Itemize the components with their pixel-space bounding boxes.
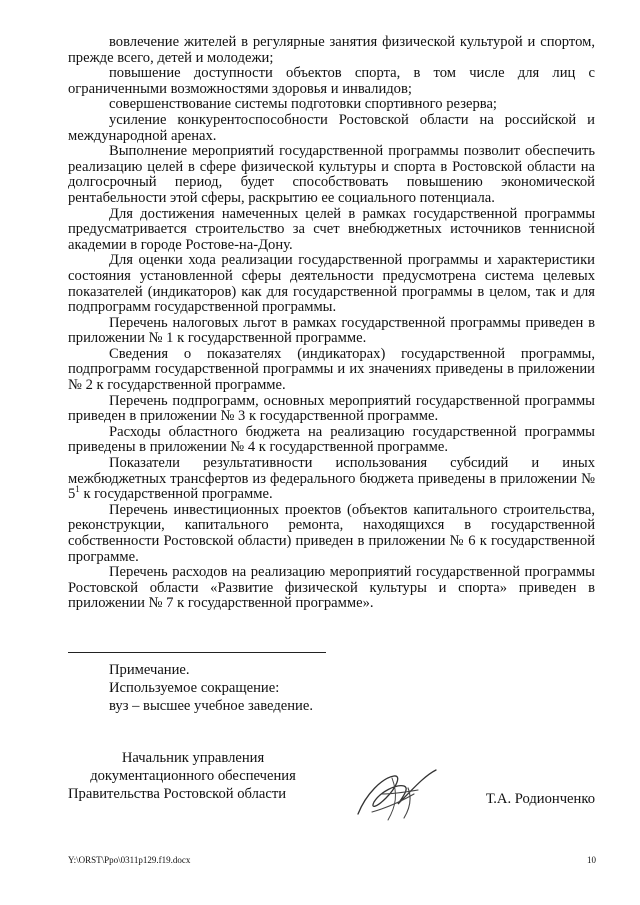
position-line: Правительства Ростовской области bbox=[68, 786, 287, 802]
paragraph-text-tail: к государственной программе. bbox=[79, 486, 273, 503]
paragraph: Сведения о показателях (индикаторах) государственной программы, подпрограмм государственной программы и их значениях приведены в приложении № 2 к государственной программе. bbox=[68, 345, 595, 394]
paragraph: Перечень расходов на реализацию мероприятий государственной программы Ростовской области «Развитие физической культуры и спорта» приведен в приложении № 7 к государственной программе». bbox=[68, 564, 595, 612]
paragraph: повышение доступности объектов спорта, в том числе для лиц с ограниченными возможностями здоровья и инвалидов; bbox=[68, 65, 595, 97]
paragraph: Перечень подпрограмм, основных мероприятий государственной программы приведен в приложении № 3 к государственной программе. bbox=[68, 392, 595, 425]
footnote-separator bbox=[68, 652, 326, 653]
paragraph: усиление конкурентоспособности Ростовской области на российской и международной аренах. bbox=[68, 111, 595, 144]
paragraph-text: Показатели результативности использования субсидий и иных межбюджетных трансфертов из федерального бюджета приведены в приложении № 5 bbox=[68, 455, 595, 503]
paragraph: вовлечение жителей в регулярные занятия физической культурой и спортом, прежде всего, детей и молодежи; bbox=[68, 34, 595, 66]
paragraph: совершенствование системы подготовки спортивного резерва; bbox=[109, 96, 497, 113]
note-abbr-heading: Используемое сокращение: bbox=[109, 680, 280, 696]
paragraph: Перечень налоговых льгот в рамках государственной программы приведен в приложении № 1 к государственной программе. bbox=[68, 314, 595, 347]
note-abbr-item: вуз – высшее учебное заведение. bbox=[109, 698, 313, 714]
signatory-position bbox=[68, 749, 318, 803]
handwritten-signature bbox=[352, 764, 444, 826]
paragraph: Для оценки хода реализации государственной программы и характеристики состояния установленной сферы деятельности предусмотрена система целевых показателей (индикаторов) как для государственной программы в целом, так и для подпрограмм государственной программы. bbox=[68, 252, 595, 316]
paragraph: Расходы областного бюджета на реализацию государственной программы приведены в приложении № 4 к государственной программе. bbox=[68, 423, 595, 456]
page-number: 10 bbox=[587, 855, 596, 865]
file-path: Y:\ORST\Ppo\0311p129.f19.docx bbox=[68, 855, 191, 865]
paragraph-with-footnote bbox=[68, 456, 595, 503]
position-line: Начальник управления bbox=[121, 750, 265, 766]
note-title: Примечание. bbox=[109, 662, 190, 678]
paragraph: Перечень инвестиционных проектов (объектов капитального строительства, реконструкции, капитального ремонта, находящихся в государственной собственности Ростовской области) приведен в приложении № 6 к государственной программе. bbox=[68, 501, 595, 565]
note-block bbox=[109, 661, 313, 715]
paragraph: Выполнение мероприятий государственной программы позволит обеспечить реализацию целей в сфере физической культуры и спорта в Ростовской области на долгосрочный период, будет способствовать повышению экономической рентабельности этой сферы, раскрытию ее социального потенциала. bbox=[68, 143, 595, 206]
document-body bbox=[68, 35, 595, 612]
position-line: документационного обеспечения bbox=[90, 768, 296, 784]
paragraph: Для достижения намеченных целей в рамках государственной программы предусматривается строительство за счет внебюджетных источников теннисной академии в городе Ростове-на-Дону. bbox=[68, 205, 595, 253]
footnote-marker: 1 bbox=[75, 484, 80, 495]
signatory-name: Т.А. Родионченко bbox=[485, 791, 595, 807]
